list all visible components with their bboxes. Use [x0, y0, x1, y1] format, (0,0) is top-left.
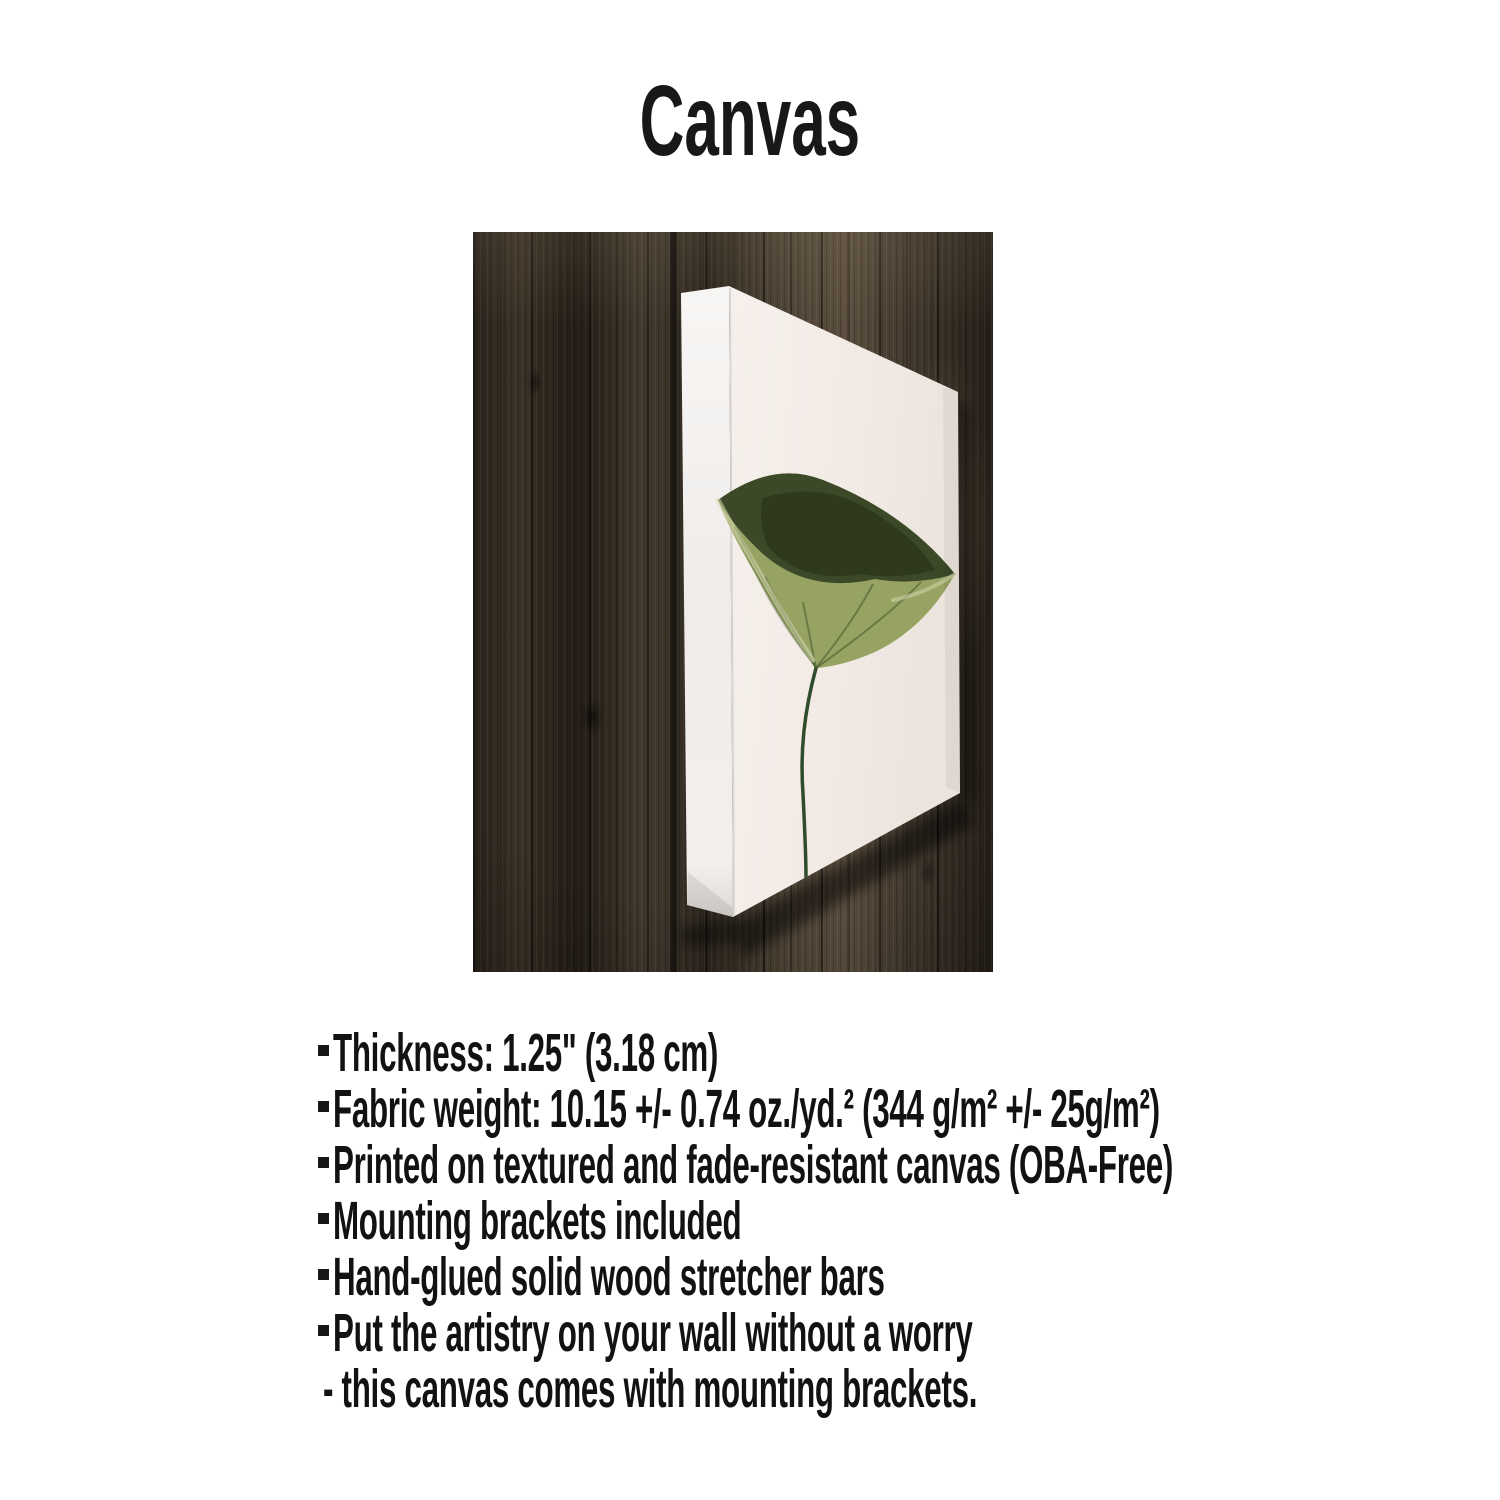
spec-item-text: Hand-glued solid wood stretcher bars — [333, 1247, 885, 1307]
plank-seam — [670, 232, 677, 972]
spec-item-text: - this canvas comes with mounting brackets. — [323, 1359, 978, 1419]
page-title-text: Canvas — [639, 65, 861, 177]
product-specs-list — [318, 1025, 1500, 1417]
spec-item — [318, 1025, 1500, 1081]
canvas-side-face — [681, 286, 733, 917]
bullet-square-icon — [318, 1157, 329, 1168]
canvas-on-wall-illustration — [473, 232, 993, 972]
bullet-square-icon — [318, 1269, 329, 1280]
spec-item-text: Mounting brackets included — [333, 1191, 742, 1251]
spec-item — [318, 1361, 1500, 1417]
spec-item — [318, 1193, 1500, 1249]
product-photo — [473, 232, 993, 972]
spec-item — [318, 1137, 1500, 1193]
spec-item — [318, 1081, 1500, 1137]
spec-item-text: Fabric weight: 10.15 +/- 0.74 oz./yd.² (344 g/m² +/- 25g/m²) — [333, 1079, 1160, 1139]
bullet-square-icon — [318, 1213, 329, 1224]
bullet-square-icon — [318, 1045, 329, 1056]
spec-item-text: Thickness: 1.25" (3.18 cm) — [333, 1023, 719, 1083]
bullet-square-icon — [318, 1101, 329, 1112]
spec-item — [318, 1305, 1500, 1361]
spec-item-text: Printed on textured and fade-resistant canvas (OBA-Free) — [333, 1135, 1174, 1195]
spec-item-text: Put the artistry on your wall without a worry — [333, 1303, 973, 1363]
page-title — [0, 65, 1500, 177]
spec-item — [318, 1249, 1500, 1305]
bullet-square-icon — [318, 1325, 329, 1336]
